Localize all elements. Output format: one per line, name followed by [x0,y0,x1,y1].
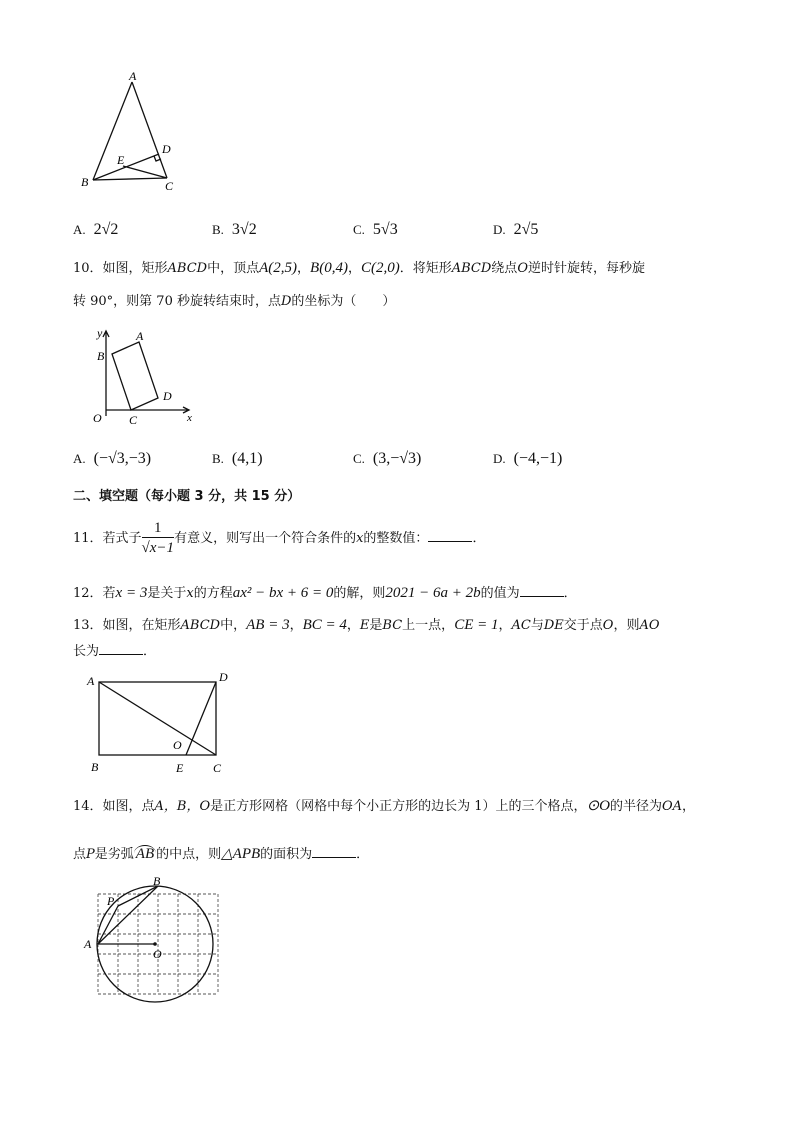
q10-label-y: y [97,326,103,340]
q11-answer-blank[interactable] [428,527,472,542]
q13-label-a: A [87,674,95,688]
q9-option-c: C. 5√3 [353,221,398,238]
q12-answer-blank[interactable] [520,582,564,597]
q14-answer-blank[interactable] [312,843,356,858]
q9-triangle-figure [75,68,190,193]
q14-grid-circle-figure [80,874,225,1004]
q14-stem-line1: 14．如图，点A，B，O是正方形网格（网格中每个小正方形的边长为 1）上的三个格点，⊙O的半径为OA， [73,798,696,814]
q13-rectangle-figure [83,665,238,777]
q10-label-d: D [163,389,172,403]
q10-stem-line2: 转 90°，则第 70 秒旋转结束时，点D的坐标为（ ） [73,294,396,309]
q12-stem: 12．若x = 3是关于x的方程ax² − bx + 6 = 0的解，则2021 − 6a + 2b的值为 ． [73,582,577,603]
q13-label-o: O [173,738,182,752]
q9-side-ac [132,82,167,178]
q10-label-c: C [129,413,138,427]
q14-segment-ap [98,906,118,944]
q13-label-d: D [219,670,228,684]
q9-option-b: B. 3√2 [212,221,257,238]
q10-label-b: B [97,349,105,363]
q14-stem-line2: 点P是劣弧 AB 的中点，则△APB的面积为 ． [73,843,369,864]
q9-option-d: D. 2√5 [493,221,539,238]
q10-option-b: B. (4,1) [212,450,263,467]
q9-label-d: D [162,142,171,156]
q13-label-c: C [213,761,222,775]
q10-label-a: A [136,329,144,343]
q10-coordinate-figure [83,322,203,428]
q9-label-e: E [117,153,125,167]
q10-label-o: O [93,411,102,425]
q9-side-bc [93,178,167,180]
q13-label-b: B [91,760,99,774]
q10-option-d: D. (−4,−1) [493,450,563,467]
q14-label-b: B [153,874,161,888]
q9-label-c: C [165,179,174,193]
q13-segment-de [186,682,216,755]
q14-center-point [153,942,157,946]
q9-option-a: A. 2√2 [73,221,119,238]
q10-stem-line1: 10．如图，矩形ABCD中，顶点A(2,5)，B(0,4)，C(2,0)．将矩形ABCD绕点O逆时针旋转，每秒旋 [73,260,645,276]
q10-option-c: C. (3,−√3) [353,450,422,467]
q13-label-e: E [176,761,184,775]
q11-fraction: $\frac{1}{√x-1}$ [141,520,175,556]
q13-answer-blank[interactable] [99,640,143,655]
q13-diagonal-ac [99,682,216,755]
q14-arc-ab: AB [135,846,155,862]
q13-stem-line1: 13．如图，在矩形ABCD中，AB = 3，BC = 4，E是BC上一点，CE = 1，AC与DE交于点O，则AO [73,617,660,633]
q9-side-ab [93,82,132,180]
q9-label-a: A [129,69,137,83]
q13-stem-line2: 长为 ． [73,640,156,661]
q10-rectangle-abcd [112,342,158,410]
section-title-fill-in: 二、填空题（每小题 3 分，共 15 分） [73,489,301,504]
q10-option-a: A. (−√3,−3) [73,450,152,467]
q14-label-a: A [84,937,92,951]
q9-segment-ec [123,166,167,178]
q10-label-x: x [187,412,192,424]
q14-label-o: O [153,947,162,961]
q14-label-p: P [107,894,115,908]
q9-label-b: B [81,175,89,189]
q11-stem: 11．若式子 $\frac{1}{√x-1}$ 有意义，则写出一个符合条件的x的整数值： ． [73,520,486,556]
